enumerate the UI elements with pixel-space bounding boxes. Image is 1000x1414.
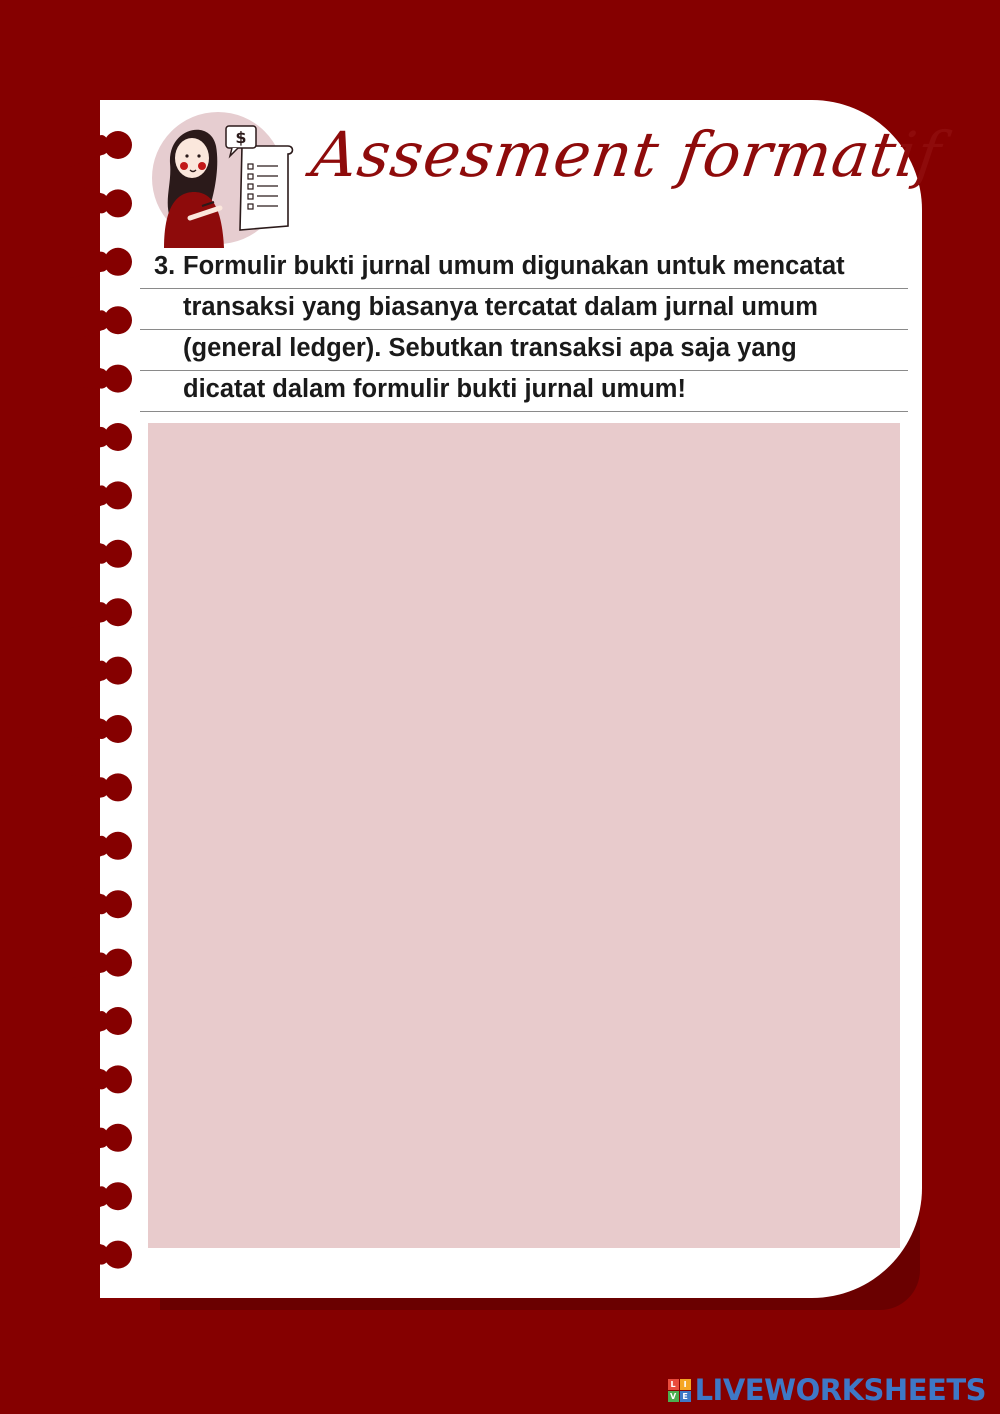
question-block — [140, 248, 908, 412]
question-line — [140, 330, 908, 371]
binding-ring — [70, 1182, 132, 1218]
question-text-line-1: Formulir bukti jurnal umum digunakan untuk mencatat — [183, 252, 845, 280]
question-line — [140, 248, 908, 289]
brand-letter: V — [668, 1391, 679, 1402]
binding-ring — [70, 657, 132, 693]
binding-ring — [70, 949, 132, 979]
dollar-sign-icon: $ — [235, 128, 247, 147]
brand-grid-icon — [668, 1379, 691, 1402]
binding-ring — [70, 1007, 132, 1043]
worksheet-title: Assesment formatif — [307, 118, 947, 191]
binding-ring — [70, 709, 132, 743]
binding-ring — [70, 423, 132, 453]
binding-ring — [70, 773, 132, 803]
binding-ring — [70, 598, 132, 628]
binding-ring — [70, 481, 132, 517]
question-text-line-4: dicatat dalam formulir bukti jurnal umum! — [183, 375, 686, 403]
brand-letter: I — [680, 1379, 691, 1390]
question-line — [140, 371, 908, 412]
binding-ring — [70, 534, 132, 568]
binding-ring — [70, 832, 132, 868]
binding-ring — [70, 131, 132, 167]
binding-ring — [70, 248, 132, 278]
binding-ring — [70, 183, 132, 217]
answer-text-area[interactable] — [148, 423, 900, 1248]
binding-ring — [70, 359, 132, 393]
liveworksheets-logo — [668, 1372, 986, 1408]
question-text-line-3: (general ledger). Sebutkan transaksi apa saja yang — [183, 334, 797, 362]
brand-letter: L — [668, 1379, 679, 1390]
question-line — [140, 289, 908, 330]
binding-ring — [70, 1124, 132, 1154]
brand-name: LIVEWORKSHEETS — [694, 1373, 986, 1407]
binding-ring — [70, 1235, 132, 1269]
question-number: 3. — [154, 252, 176, 280]
brand-letter: E — [680, 1391, 691, 1402]
binding-ring — [70, 306, 132, 342]
binding-ring — [70, 884, 132, 918]
binding-ring — [70, 1059, 132, 1093]
woman-with-checklist-illustration — [150, 108, 300, 248]
question-text-line-2: transaksi yang biasanya tercatat dalam jurnal umum — [183, 293, 818, 321]
